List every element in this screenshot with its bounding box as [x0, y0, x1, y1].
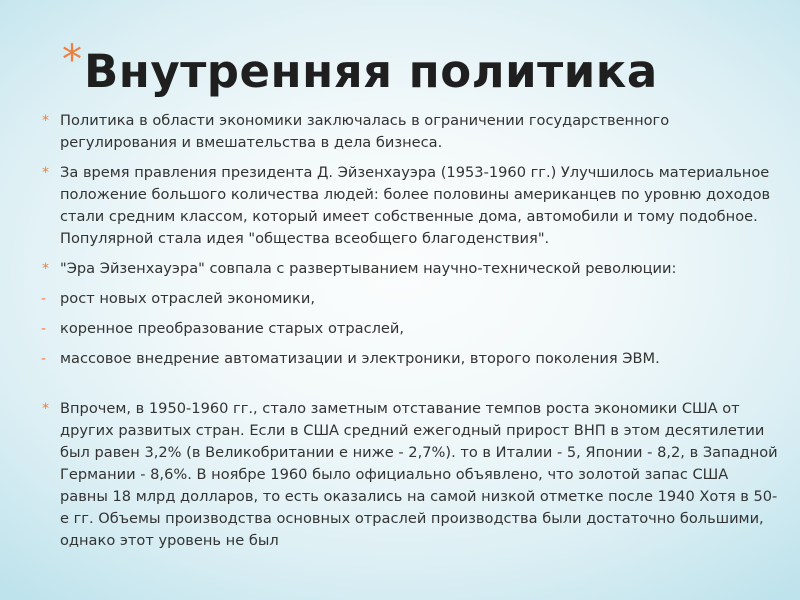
bullet-item — [38, 162, 778, 250]
bullet-text: рост новых отраслей экономики, — [60, 290, 315, 307]
dash-item — [38, 288, 778, 310]
bullet-star-icon: * — [42, 113, 49, 129]
bullet-item — [38, 110, 778, 154]
bullet-dash-icon: - — [41, 351, 47, 367]
dash-item — [38, 318, 778, 340]
bullet-text: Впрочем, в 1950-1960 гг., стало заметным отставание темпов роста экономики США от других развитых стран. Если в США средний ежегодный прирост ВНП в этом десятилетии был равен 3,2% (в Великобритании е ниже - 2,7%). то в Италии - 5, Японии - 8,2, в Западной Германии - 8,6%. В ноябре 1960 было официально объявлено, что золотой запас США равны 18 млрд долларов, то есть оказались на самой низкой отметке после 1940 Хотя в 50-е гг. Объемы производства основных отраслей производства были достаточно большими, однако этот уровень не был — [60, 400, 778, 549]
bullet-text: массовое внедрение автоматизации и электроники, второго поколения ЭВМ. — [60, 350, 660, 367]
title-row — [62, 36, 658, 108]
bullet-star-icon: * — [42, 401, 49, 417]
bullet-star-icon: * — [42, 261, 49, 277]
title-star-icon: * — [62, 37, 82, 83]
bullet-dash-icon: - — [41, 291, 47, 307]
bullet-text: Политика в области экономики заключалась в ограничении государственного регулирования и вмешательства в дела бизнеса. — [60, 112, 670, 151]
bullet-text: За время правления президента Д. Эйзенхауэра (1953-1960 гг.) Улучшилось материальное положение большого количества людей: более половины американцев по уровню доходов стали средним классом, который имеет собственные дома, автомобили и тому подобное. Популярной стала идея "общества всеобщего благоденствия". — [60, 164, 771, 247]
slide-title: Внутренняя политика — [84, 45, 658, 98]
bullet-star-icon: * — [42, 165, 49, 181]
dash-item — [38, 348, 778, 370]
bullet-item — [38, 398, 778, 552]
bullet-item — [38, 258, 778, 280]
bullet-text: "Эра Эйзенхауэра" совпала с развертыванием научно-технической революции: — [60, 260, 677, 277]
slide-content — [38, 110, 778, 552]
bullet-dash-icon: - — [41, 321, 47, 337]
bullet-text: коренное преобразование старых отраслей, — [60, 320, 405, 337]
